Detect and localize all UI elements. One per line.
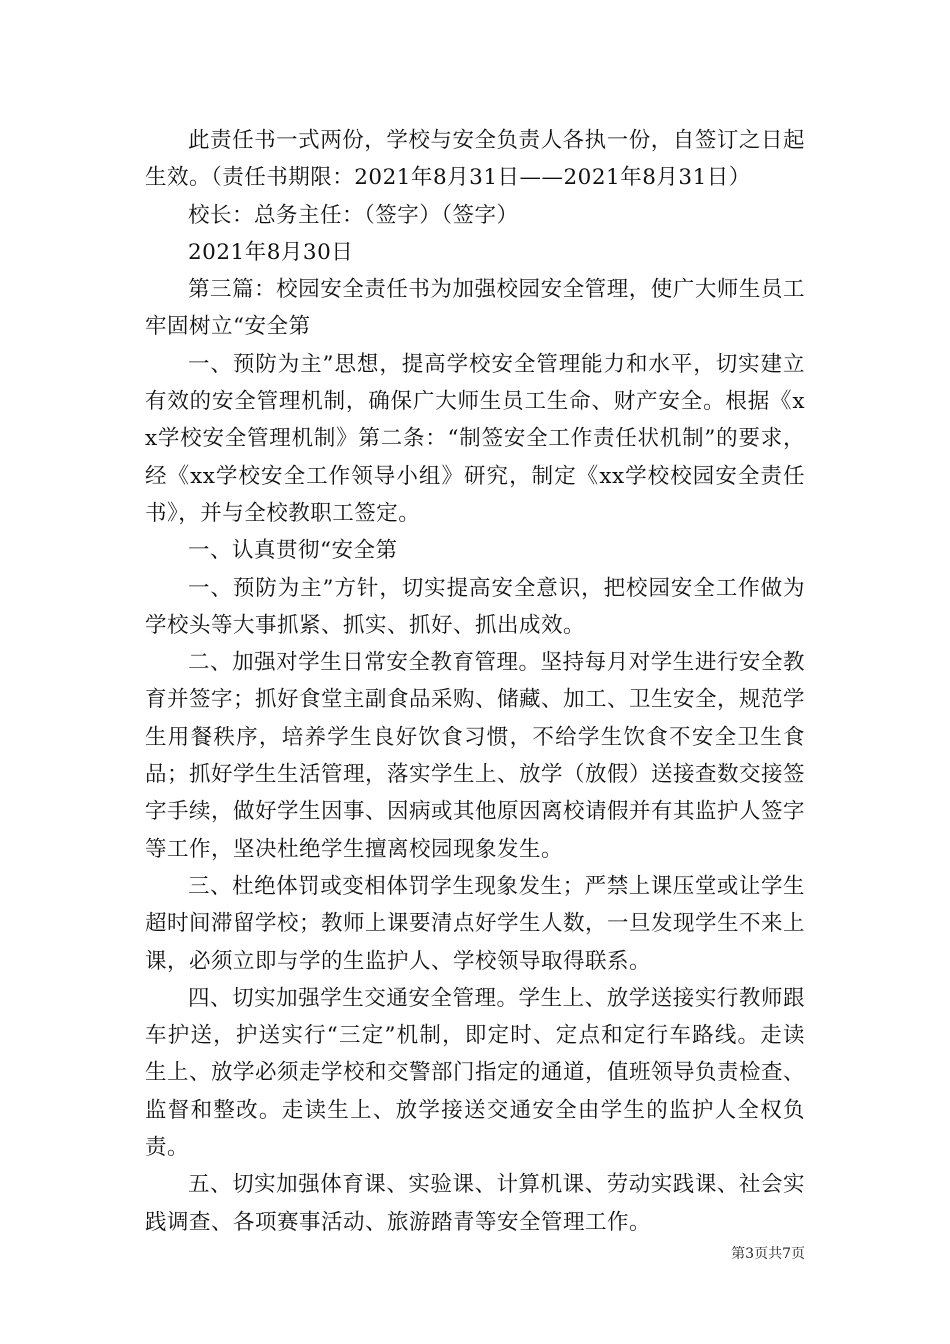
paragraph-validity: 此责任书一式两份，学校与安全负责人各执一份，自签订之日起生效。（责任书期限：2021年8月31日——2021年8月31日） [145, 128, 805, 191]
paragraph-signatures: 校长：总务主任：（签字）（签字） [188, 202, 519, 228]
paragraph-part-three-intro: 第三篇：校园安全责任书为加强校园安全管理，使广大师生员工牢固树立“安全第 [145, 277, 805, 340]
paragraph-date: 2021年8月30日 [188, 239, 354, 265]
paragraph-item-four: 四、切实加强学生交通安全管理。学生上、放学送接实行教师跟车护送，护送实行“三定”机制，即定时、定点和定行车路线。走读生上、放学必须走学校和交警部门指定的通道，值班领导负责检查、监督和整改。走读生上、放学接送交通安全由学生的监护人全权负责。 [145, 985, 806, 1161]
paragraph-prevention-first: 一、预防为主”思想，提高学校安全管理能力和水平，切实建立有效的安全管理机制，确保广大师生员工生命、财产安全。根据《xx学校安全管理机制》第二条：“制签安全工作责任状机制”的要求，经《xx学校安全工作领导小组》研究，制定《xx学校校园安全责任书》，并与全校教职工签定。 [145, 351, 805, 526]
document-body [145, 122, 805, 1241]
page-number: 第3页共7页 [731, 1246, 805, 1262]
paragraph-item-three: 三、杜绝体罚或变相体罚学生现象发生；严禁上课压堂或让学生超时间滞留学校；教师上课要清点好学生人数，一旦发现学生不来上课，必须立即与学的生监护人、学校领导取得联系。 [145, 873, 806, 974]
paragraph-item-two: 二、加强对学生日常安全教育管理。坚持每月对学生进行安全教育并签字；抓好食堂主副食品采购、储藏、加工、卫生安全，规范学生用餐秩序，培养学生良好饮食习惯，不给学生饮食不安全卫生食品；抓好学生生活管理，落实学生上、放学（放假）送接查数交接签字手续，做好学生因事、因病或其他原因离校请假并有其监护人签字等工作，坚决杜绝学生擅离校园现象发生。 [145, 650, 806, 862]
paragraph-item-one-heading: 一、认真贯彻“安全第 [188, 538, 398, 564]
paragraph-item-one-body: 一、预防为主”方针，切实提高安全意识，把校园安全工作做为学校头等大事抓紧、抓实、抓好、抓出成效。 [145, 575, 805, 638]
paragraph-item-five: 五、切实加强体育课、实验课、计算机课、劳动实践课、社会实践调查、各项赛事活动、旅游踏青等安全管理工作。 [145, 1172, 805, 1235]
